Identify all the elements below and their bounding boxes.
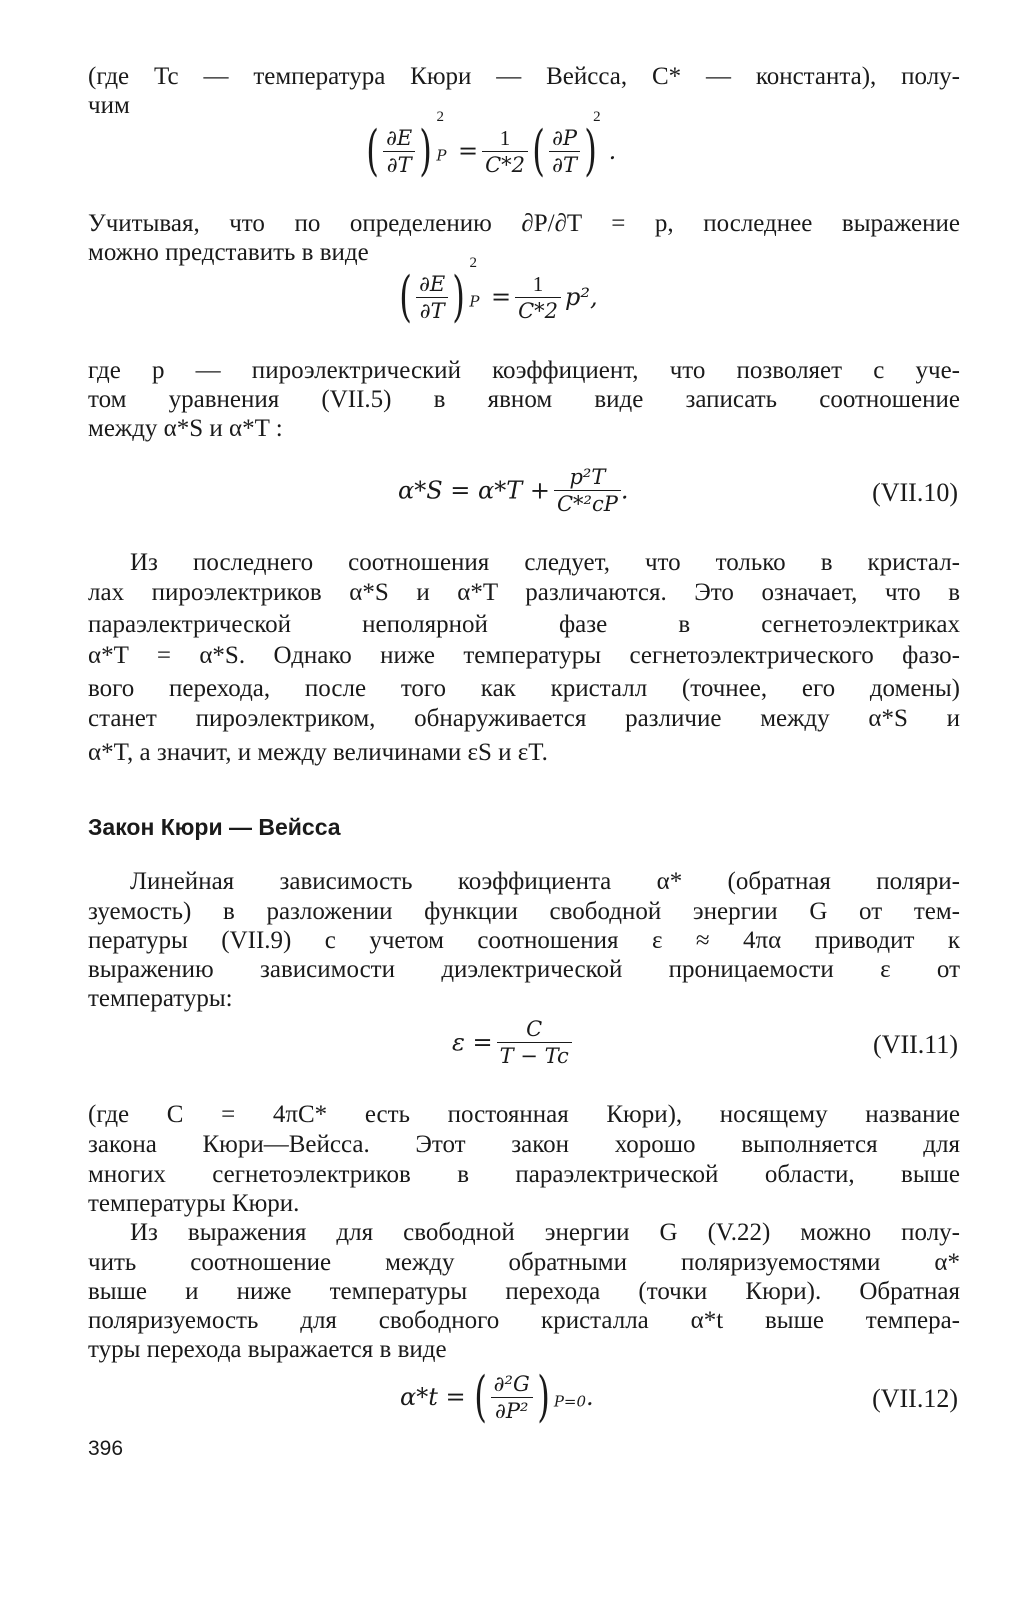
text-line: температуры:	[88, 985, 233, 1012]
section-heading: Закон Кюри — Вейсса	[88, 814, 341, 840]
page-number: 396	[88, 1437, 124, 1460]
fraction: $\frac{C}{T - Tc}$	[497, 1016, 572, 1069]
fraction: $\frac{\text{∂²G}}{\text{∂P²}}$	[491, 1371, 533, 1424]
equation-1: ( $\frac{\partial E}{\partial T}$ ) P2 = $\frac{1}{C*2}$ ( $\frac{\partial P}{\partial T}$ )2.	[366, 108, 617, 182]
fraction: $\frac{\partial E}{\partial T}$	[416, 271, 448, 324]
text-line: параэлектрической неполярной фазе в сегнетоэлектриках	[88, 611, 960, 638]
equation-vii-10: α*S = α*T + $\frac{\text{p²T}}{\text{C*²cP}}$ . (VII.10)	[398, 465, 958, 516]
text-line: Линейная зависимость коэффициента α* (обратная поляри-	[130, 868, 960, 895]
text-line: чим	[88, 92, 130, 119]
text-line: (где Tc — температура Кюри — Вейсса, C* — константа), полу-	[88, 63, 960, 90]
equation-2: ( $\frac{\partial E}{\partial T}$ ) P2 = $\frac{1}{C*2}$ p²,	[399, 254, 598, 328]
text-line: выражению зависимости диэлектрической проницаемости ε от	[88, 956, 960, 983]
fraction: $\frac{\partial E}{\partial T}$	[383, 125, 415, 178]
equation-number: (VII.10)	[872, 478, 958, 507]
text-line: выше и ниже температуры перехода (точки Кюри). Обратная	[88, 1278, 960, 1305]
text-line: вого перехода, после того как кристалл (точнее, его домены)	[88, 675, 960, 702]
equation-vii-11: ε = $\frac{C}{T - Tc}$ (VII.11)	[452, 1017, 958, 1068]
text-line: поляризуемость для свободного кристалла α*t выше темпера-	[88, 1307, 960, 1334]
text-line: многих сегнетоэлектриков в параэлектрической области, выше	[88, 1161, 960, 1188]
text-line: чить соотношение между обратными поляризуемостями α*	[88, 1249, 960, 1276]
text-line: станет пироэлектриком, обнаруживается различие между α*S и	[88, 705, 960, 732]
text-line: Учитывая, что по определению ∂P/∂T = p, последнее выражение	[88, 210, 960, 237]
text-line: туры перехода выражается в виде	[88, 1336, 447, 1363]
fraction: $\frac{1}{C*2}$	[515, 271, 561, 324]
text-line: Из выражения для свободной энергии G (V.22) можно полу-	[130, 1219, 960, 1246]
text-line: зуемость) в разложении функции свободной энергии G от тем-	[88, 898, 960, 925]
text-line: пературы (VII.9) с учетом соотношения ε ≈ 4πα приводит к	[88, 927, 960, 954]
fraction: $\frac{\text{p²T}}{\text{C*²cP}}$	[554, 464, 621, 517]
text-line: температуры Кюри.	[88, 1190, 300, 1217]
equation-number: (VII.11)	[873, 1030, 958, 1059]
text-line: лах пироэлектриков α*S и α*T различаются. Это означает, что в	[88, 579, 960, 606]
text-line: том уравнения (VII.5) в явном виде записать соотношение	[88, 386, 960, 413]
text-line: можно представить в виде	[88, 239, 369, 266]
text-line: (где C = 4πC* есть постоянная Кюри), носящему название	[88, 1101, 960, 1128]
equation-number: (VII.12)	[872, 1384, 958, 1413]
text-line: α*T, а значит, и между величинами εS и εT.	[88, 739, 548, 766]
text-line: между α*S и α*T :	[88, 415, 283, 442]
equation-vii-12: α*t = ( $\frac{\text{∂²G}}{\text{∂P²}}$ ) P=0. (VII.12)	[400, 1365, 958, 1428]
fraction: $\frac{\partial P}{\partial T}$	[549, 125, 580, 178]
text-line: α*T = α*S. Однако ниже температуры сегнетоэлектрического фазо-	[88, 642, 960, 669]
fraction: $\frac{1}{C*2}$	[482, 125, 528, 178]
text-line: закона Кюри—Вейсса. Этот закон хорошо выполняется для	[88, 1131, 960, 1158]
text-line: Из последнего соотношения следует, что только в кристал-	[130, 549, 960, 576]
text-line: где p — пироэлектрический коэффициент, что позволяет с уче-	[88, 357, 960, 384]
